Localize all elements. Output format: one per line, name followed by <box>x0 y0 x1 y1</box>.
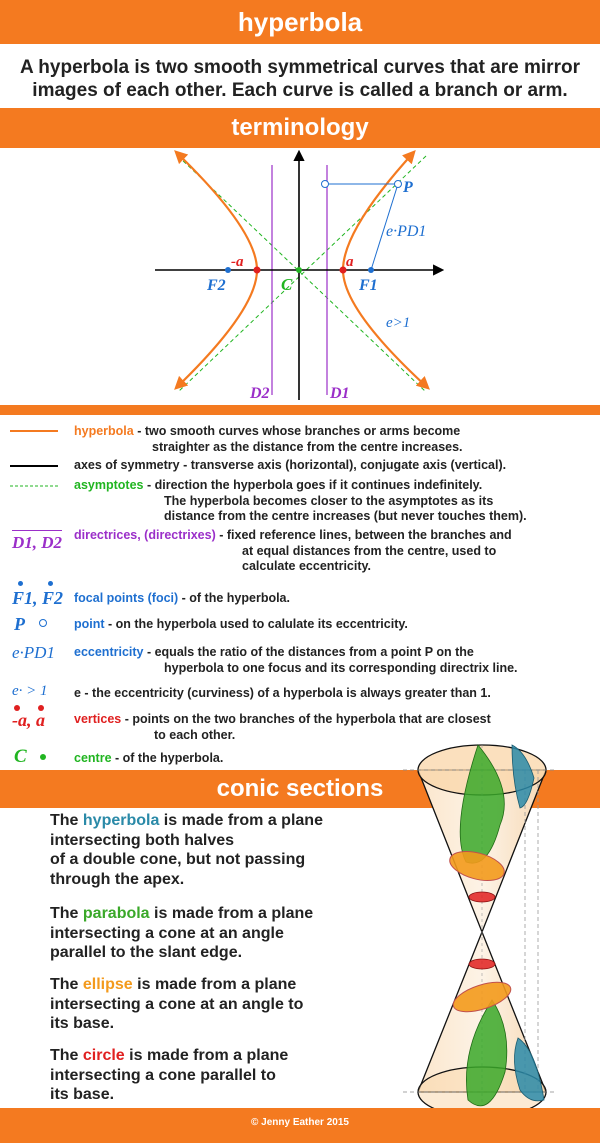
legend-foci-symbol: F1, F2 <box>12 588 64 608</box>
label-a: a <box>346 254 354 270</box>
label-neg-a: -a <box>231 254 244 270</box>
conic-hyperbola-pre: The <box>50 812 83 829</box>
footer-banner <box>0 1108 600 1143</box>
conic-circle-l2: intersecting a cone parallel to <box>50 1066 276 1084</box>
legend-foci-term: focal points (foci) <box>74 591 179 605</box>
legend-centre-symbol: C <box>14 746 27 767</box>
conic-hyperbola-l4: through the apex. <box>50 870 185 888</box>
legend-asymptotes-line1: - direction the hyperbola goes if it continues indefinitely. <box>143 478 483 492</box>
conic-circle-pre: The <box>50 1047 83 1064</box>
legend-eccentricity-term: eccentricity <box>74 645 144 659</box>
legend-asymptotes-line2: The hyperbola becomes closer to the asymptotes as its <box>164 493 494 508</box>
legend-axes-swatch <box>10 464 58 468</box>
legend-hyperbola-term: hyperbola <box>74 424 134 438</box>
legend-eccentricity-symbol: e·PD1 <box>12 643 55 662</box>
legend-directrices-term: directrices, (directrixes) <box>74 528 216 542</box>
label-c: C <box>281 275 293 294</box>
conic-ellipse-l1: is made from a plane <box>132 976 297 993</box>
legend-directrices-line3: calculate eccentricity. <box>242 559 372 573</box>
label-e-gt-1: e>1 <box>386 315 411 331</box>
conic-ellipse-l2: intersecting a cone at an angle to <box>50 995 304 1013</box>
conic-parabola-pre: The <box>50 905 83 922</box>
legend-centre-line1: - of the hyperbola. <box>111 751 224 765</box>
intro-line-2: images of each other. Each curve is called a branch or arm. <box>32 80 568 101</box>
conic-circle-l3: its base. <box>50 1086 115 1103</box>
legend-asymptotes-swatch <box>10 484 58 488</box>
conic-hyperbola-word: hyperbola <box>82 812 160 829</box>
legend-point <box>74 617 408 633</box>
conic-ellipse-l3: its base. <box>50 1015 115 1032</box>
legend-hyperbola-swatch <box>10 429 58 433</box>
conic-hyperbola-l2: intersecting both halves <box>50 831 235 849</box>
legend-point-term: point <box>74 617 105 631</box>
legend-vertices-term: vertices <box>74 712 122 726</box>
legend-centre-term: centre <box>74 751 112 765</box>
legend-hyperbola-line1: - two smooth curves whose branches or arms become <box>133 424 461 438</box>
legend-eccentricity-line2: hyperbola to one focus and its corresponding directrix line. <box>164 660 518 675</box>
legend-axes-line1: axes of symmetry - transverse axis (horizontal), conjugate axis (vertical). <box>74 458 507 472</box>
hyperbola-diagram <box>150 150 450 405</box>
legend-directrices-line2: at equal distances from the centre, used to <box>242 543 497 558</box>
conic-sections-heading: conic sections <box>216 775 384 802</box>
conic-hyperbola-l1: is made from a plane <box>159 812 323 829</box>
circle-section-lower <box>469 959 495 969</box>
legend-centre <box>74 751 223 767</box>
page-title: hyperbola <box>237 7 363 37</box>
legend-foci <box>74 591 290 607</box>
legend-eccentricity <box>74 645 518 676</box>
intro-line-1: A hyperbola is two smooth symmetrical curves that are mirror <box>20 57 580 78</box>
centre-dot <box>296 267 302 273</box>
terminology-banner <box>0 108 600 148</box>
foci-dot-icon <box>48 581 53 586</box>
legend-point-symbol: P <box>14 614 25 634</box>
centre-dot-icon <box>40 754 46 760</box>
legend-asymptotes-term: asymptotes <box>74 478 144 492</box>
open-circle-icon <box>39 619 47 627</box>
legend-e-symbol: e· > 1 <box>12 683 48 699</box>
conic-parabola-text <box>50 904 370 963</box>
conic-circle-text <box>50 1046 370 1105</box>
legend-directrices-symbol: D1, D2 <box>12 530 62 553</box>
point-p-marker <box>395 181 402 188</box>
legend-vertices-symbol: -a, a <box>12 710 45 730</box>
conic-circle-l1: is made from a plane <box>124 1047 289 1064</box>
conic-parabola-l1: is made from a plane <box>149 905 314 922</box>
legend-axes <box>74 458 506 474</box>
legend-e <box>74 686 491 702</box>
conic-ellipse-word: ellipse <box>82 976 133 993</box>
legend-hyperbola <box>74 424 463 455</box>
footer-credit: © Jenny Eather 2015 <box>251 1117 349 1128</box>
section-divider <box>0 405 600 415</box>
conic-parabola-l2: intersecting a cone at an angle <box>50 924 284 942</box>
title-banner <box>0 0 600 44</box>
label-p: P <box>403 179 413 196</box>
legend-hyperbola-line2: straighter as the distance from the centre increases. <box>152 439 463 454</box>
label-f1: F1 <box>359 277 378 294</box>
directrix-foot-marker <box>322 181 329 188</box>
conic-hyperbola-text <box>50 811 370 889</box>
foci-dot-icon <box>18 581 23 586</box>
legend-vertices-line2: to each other. <box>154 727 236 742</box>
label-epd1: e·PD1 <box>386 223 427 240</box>
vertex-neg-a-dot <box>254 267 261 274</box>
legend-eccentricity-line1: - equals the ratio of the distances from a point P on the <box>143 645 474 659</box>
conic-circle-word: circle <box>82 1047 125 1064</box>
conic-parabola-word: parabola <box>82 905 150 922</box>
focus-f1-dot <box>368 267 374 273</box>
legend-asymptotes <box>74 478 527 525</box>
label-d2: D2 <box>250 385 270 402</box>
double-cone-illustration <box>398 730 558 1110</box>
legend-foci-line1: - of the hyperbola. <box>178 591 290 605</box>
conic-ellipse-text <box>50 975 370 1034</box>
conic-ellipse-pre: The <box>50 976 83 993</box>
legend-e-line1: e - the eccentricity (curviness) of a hyperbola is always greater than 1. <box>74 686 491 700</box>
legend-directrices <box>74 528 512 575</box>
circle-section-upper <box>469 892 495 902</box>
intro-text <box>0 56 600 102</box>
conic-hyperbola-l3: of a double cone, but not passing <box>50 851 306 868</box>
label-f2: F2 <box>207 277 226 294</box>
conic-parabola-l3: parallel to the slant edge. <box>50 944 243 961</box>
label-d1: D1 <box>330 385 350 402</box>
legend-directrices-line1: - fixed reference lines, between the branches and <box>215 528 512 542</box>
terminology-heading: terminology <box>231 114 369 141</box>
legend-asymptotes-line3: distance from the centre increases (but never touches them). <box>164 509 527 523</box>
legend-point-line1: - on the hyperbola used to calulate its eccentricity. <box>104 617 408 631</box>
legend-vertices-line1: - points on the two branches of the hyperbola that are closest <box>121 712 491 726</box>
